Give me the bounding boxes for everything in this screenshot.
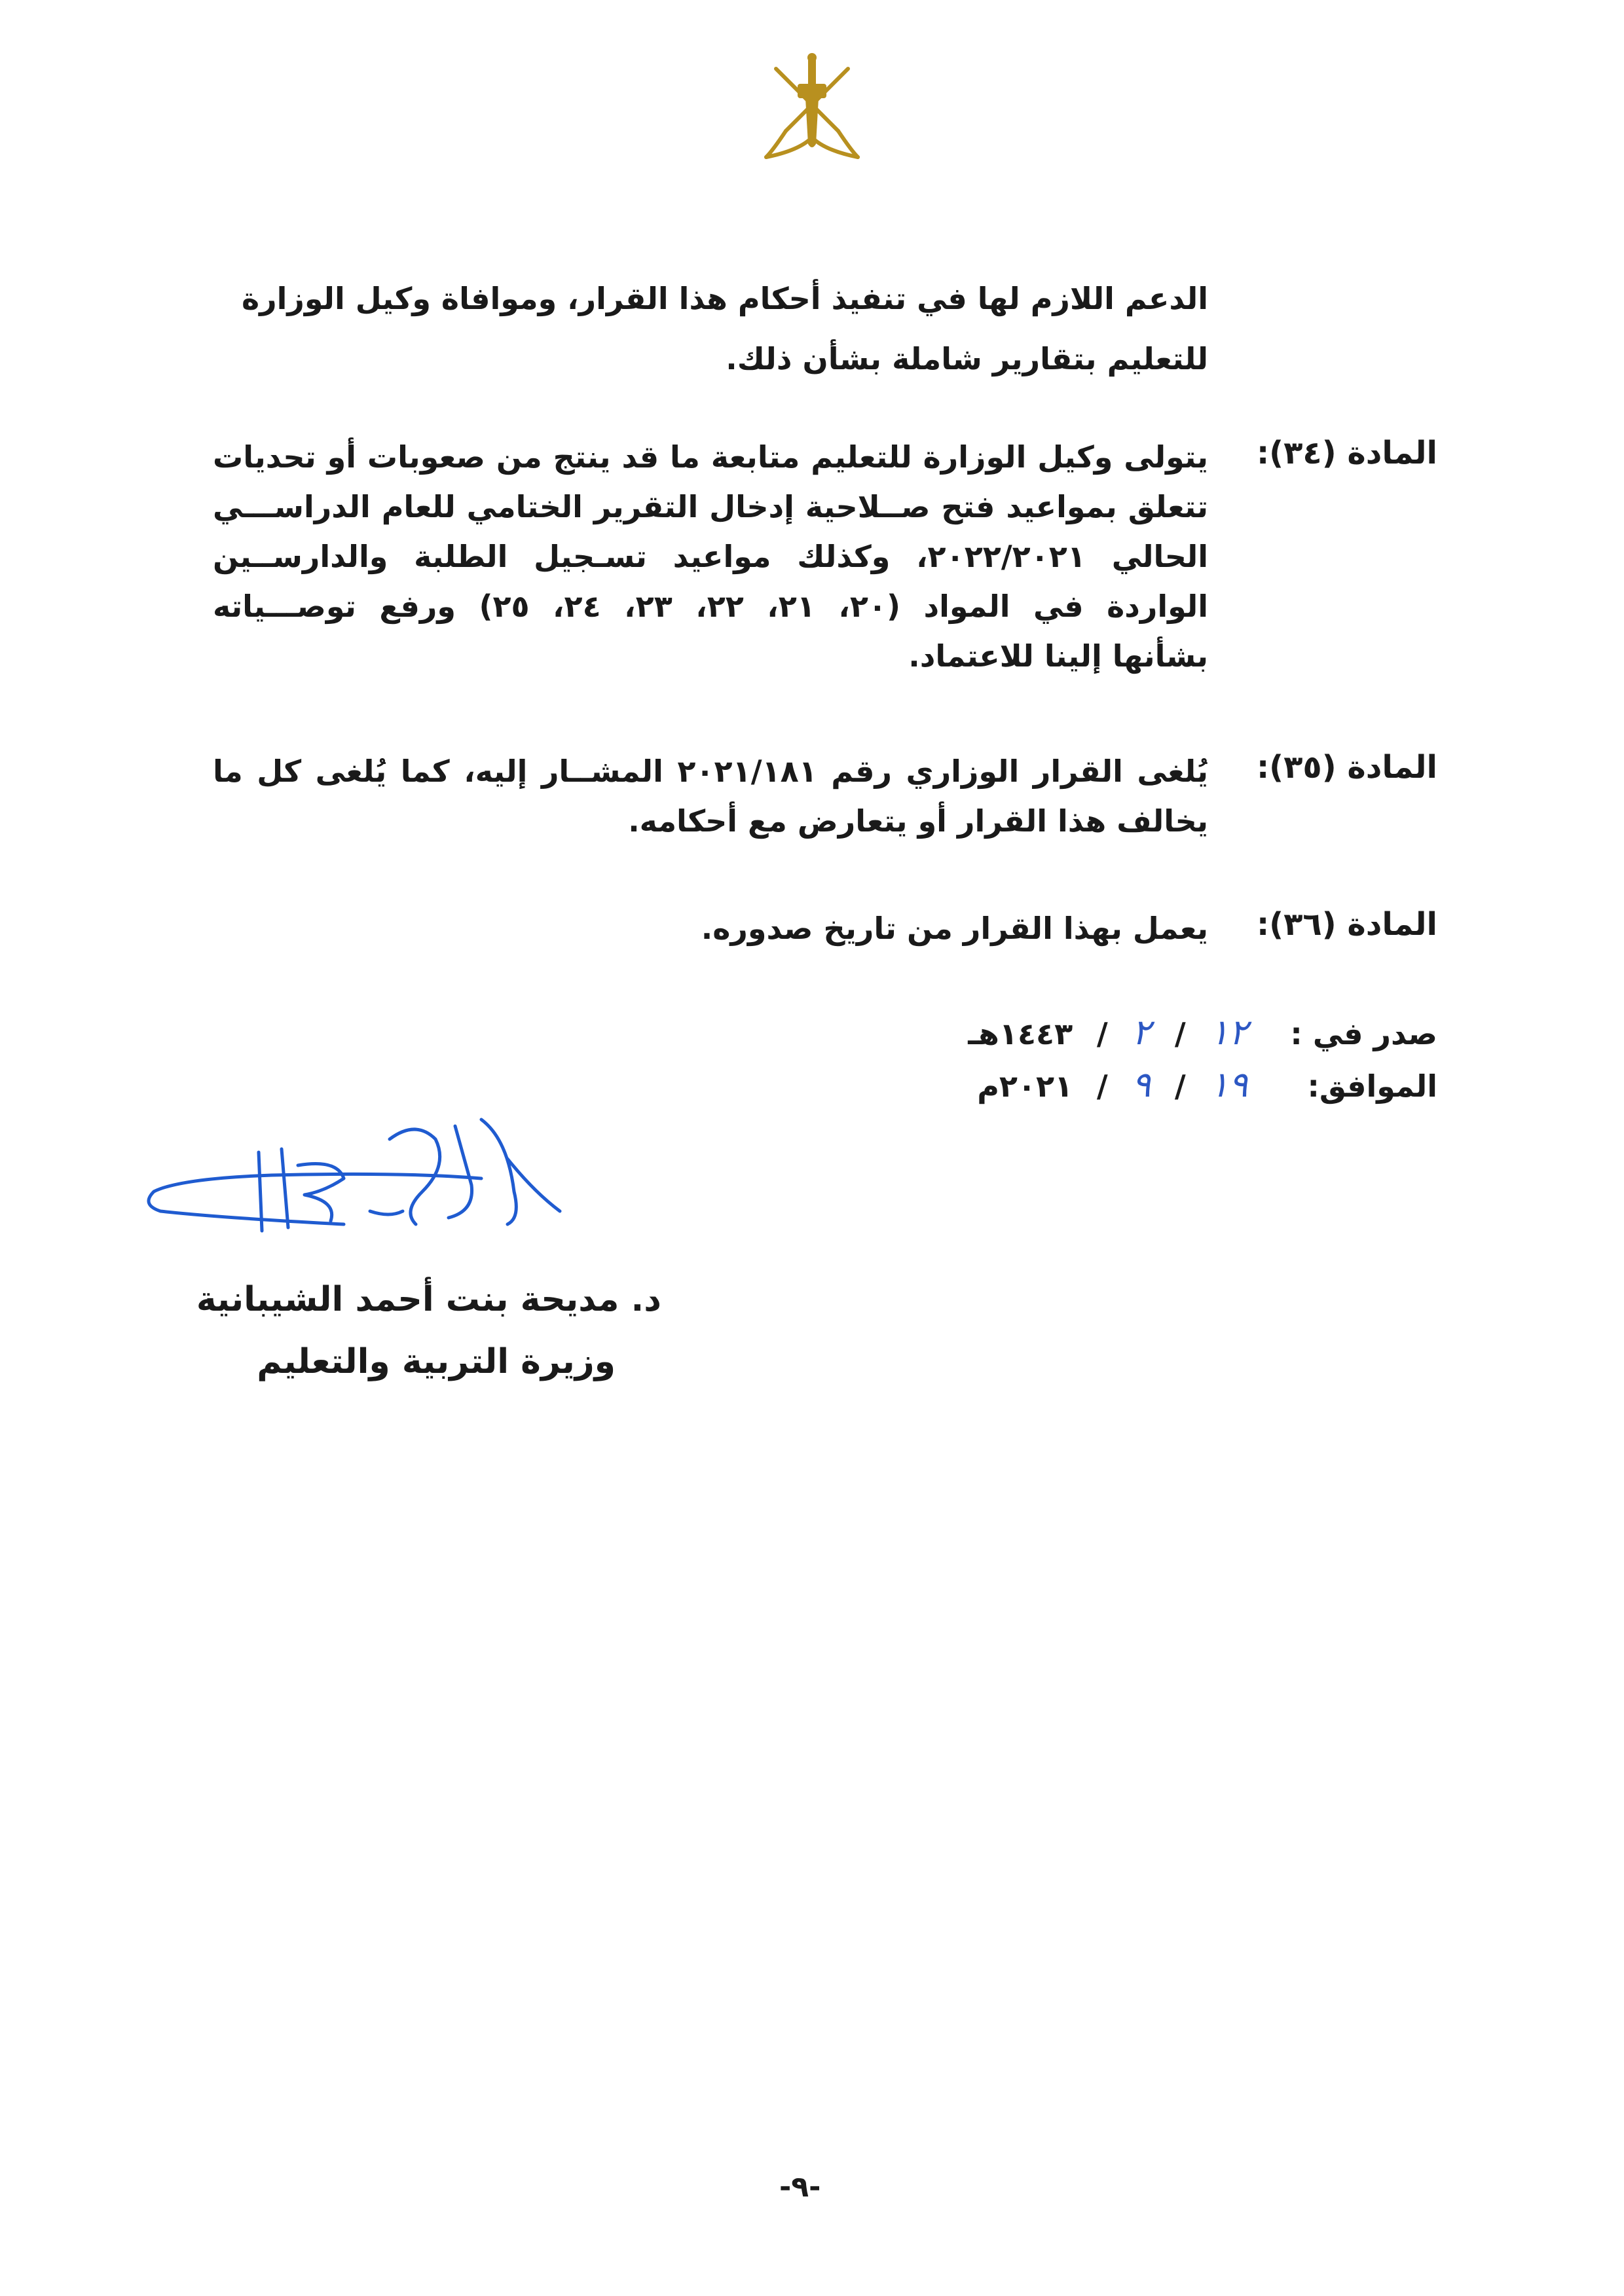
article-line: الحالي ٢٠٢٢/٢٠٢١، وكذلك مواعيد تسـجيل الطلبة والدارســين — [213, 539, 1209, 574]
continuation-line: الدعم اللازم لها في تنفيذ أحكام هذا القرار، وموافاة وكيل الوزارة — [241, 281, 1208, 316]
continuation-line: للتعليم بتقارير شاملة بشأن ذلك. — [726, 341, 1208, 376]
article-label: المادة (٣٥): — [1256, 749, 1437, 786]
article-body — [213, 432, 1208, 681]
page-number: -٩- — [779, 2170, 821, 2204]
handwritten-hijri-day: ١٢ — [1209, 1011, 1248, 1053]
handwritten-greg-month: ٩ — [1132, 1064, 1151, 1105]
continuation-paragraph — [213, 268, 1208, 389]
corresponding-label: الموافق: — [1307, 1068, 1437, 1104]
signatory-title: وزيرة التربية والتعليم — [257, 1342, 616, 1381]
article-body — [213, 903, 1208, 953]
handwritten-greg-day: ١٩ — [1209, 1064, 1248, 1105]
article-line: يعمل بهذا القرار من تاريخ صدوره. — [701, 911, 1208, 946]
issued-on-label: صدر في : — [1290, 1016, 1437, 1051]
article-line: بشأنها إلينا للاعتماد. — [908, 638, 1208, 674]
hijri-year: ١٤٤٣هـ — [968, 1016, 1073, 1051]
handwritten-hijri-month: ٢ — [1132, 1011, 1151, 1053]
article-36 — [193, 903, 1437, 962]
date-separator: / — [1096, 1068, 1108, 1104]
article-line: يُلغى القرار الوزاري رقم ٢٠٢١/١٨١ المشــار إليه، كما يُلغى كل ما — [213, 754, 1208, 789]
article-34 — [193, 432, 1437, 694]
article-line: تتعلق بمواعيد فتح صــلاحية إدخال التقرير الختامي للعام الدراســـي — [213, 489, 1208, 524]
issue-date-hijri — [968, 1011, 1437, 1053]
issue-date-gregorian — [977, 1064, 1437, 1105]
oman-emblem-logo — [760, 52, 864, 167]
article-line: يتولى وكيل الوزارة للتعليم متابعة ما قد ينتج من صعوبات أو تحديات — [213, 439, 1208, 475]
date-separator: / — [1096, 1016, 1108, 1051]
date-separator: / — [1174, 1068, 1186, 1104]
article-body — [213, 746, 1208, 846]
gregorian-year: ٢٠٢١م — [977, 1068, 1073, 1104]
signatory-name: د. مديحة بنت أحمد الشيبانية — [196, 1280, 661, 1319]
date-separator: / — [1174, 1016, 1186, 1051]
article-label: المادة (٣٦): — [1256, 906, 1437, 943]
article-35 — [193, 746, 1437, 864]
article-label: المادة (٣٤): — [1256, 435, 1437, 471]
article-line: يخالف هذا القرار أو يتعارض مع أحكامه. — [628, 803, 1208, 839]
article-line: الواردة في المواد (٢٠، ٢١، ٢٢، ٢٣، ٢٤، ٢٥) ورفع توصـــياته — [213, 589, 1208, 624]
handwritten-signature — [141, 1113, 586, 1283]
